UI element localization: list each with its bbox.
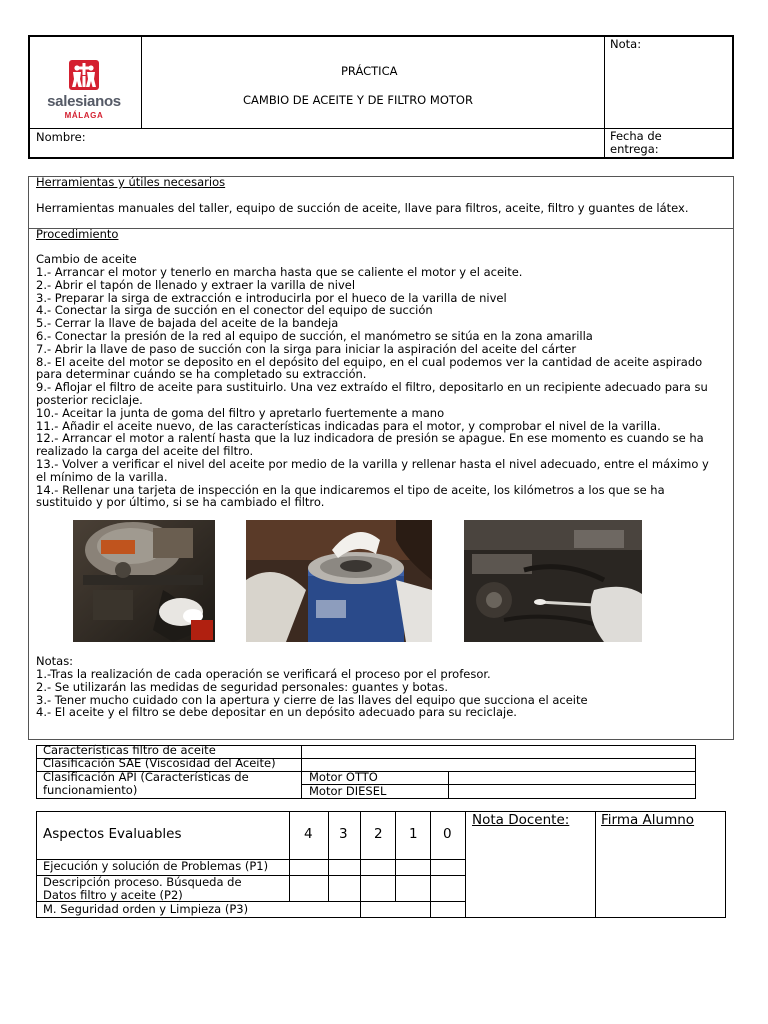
procedure-step: 7.- Abrir la llave de paso de succión con la sirga para iniciar la aspiración del aceite del cárter (36, 341, 577, 356)
nota-label: Nota: (610, 37, 642, 51)
practice-label: PRÁCTICA (341, 64, 398, 78)
photo-oil-fill-cap (73, 520, 215, 642)
aspect-p2-line2: Datos filtro y aceite (P2) (43, 887, 183, 902)
notes-list (36, 668, 726, 719)
page-title: CAMBIO DE ACEITE Y DE FILTRO MOTOR (243, 93, 473, 107)
firma-alumno-label: Firma Alumno (601, 812, 695, 828)
notes-heading: Notas: (36, 654, 74, 668)
char-sae-label: Clasificación SAE (Viscosidad del Aceite) (43, 756, 276, 770)
tools-heading: Herramientas y útiles necesarios (36, 175, 226, 189)
tools-text: Herramientas manuales del taller, equipo de succión de aceite, llave para filtros, aceite, filtro y guantes de látex. (36, 201, 689, 215)
procedure-step: 8.- El aceite del motor se deposito en el depósito del equipo, en el cual podemos ver la cantidad de aceite aspirado (36, 354, 703, 369)
procedure-step: sustituido y por último, si se ha cambiado el filtro. (36, 495, 325, 510)
motor-diesel-label: Motor DIESEL (309, 784, 387, 798)
table-col-line (328, 812, 329, 902)
salesianos-emblem-icon (68, 59, 100, 91)
char-api-line2: funcionamiento) (43, 782, 138, 797)
motor-otto-label: Motor OTTO (309, 770, 378, 784)
header-table (28, 35, 734, 159)
section-divider (29, 228, 733, 229)
procedure-step: el mínimo de la varilla. (36, 469, 168, 484)
table-col-line (595, 812, 596, 917)
table-col-line (301, 746, 302, 798)
procedure-step: 13.- Volver a verificar el nivel del aceite por medio de la varilla y rellenar hasta el nivel adecuado, entre el máximo y (36, 456, 709, 471)
score-header-4: 4 (304, 826, 313, 842)
procedure-step: 9.- Aflojar el filtro de aceite para sustituirlo. Una vez extraído el filtro, depositarlo en un recipiente adecuado para su (36, 380, 708, 395)
procedure-step: 11.- Añadir el aceite nuevo, de las características indicadas para el motor, y comprobar el nivel de la varilla. (36, 418, 661, 433)
salesianos-logo (38, 59, 130, 119)
procedure-step: 1.- Arrancar el motor y tenerlo en marcha hasta que se caliente el motor y el aceite. (36, 265, 523, 279)
char-api-label (43, 771, 249, 797)
delivery-date-label (610, 130, 662, 156)
procedure-steps (36, 266, 726, 509)
procedure-step: 2.- Abrir el tapón de llenado y extraer la varilla de nivel (36, 277, 356, 292)
nota-docente-label: Nota Docente: (472, 812, 570, 828)
procedure-step: posterior reciclaje. (36, 392, 143, 407)
procedure-step: 4.- Conectar la sirga de succión en el conector del equipo de succión (36, 303, 433, 318)
delivery-date-line1: Fecha de (610, 129, 662, 143)
header-divider (604, 37, 605, 157)
logo-wordmark: salesianos (47, 93, 121, 110)
aspects-label: Aspectos Evaluables (43, 826, 182, 842)
procedure-step: realizado la carga del aceite del filtro. (36, 444, 254, 459)
note-item: 2.- Se utilizarán las medidas de seguridad personales: guantes y botas. (36, 679, 448, 694)
procedure-subheading: Cambio de aceite (36, 252, 137, 266)
procedure-step: 12.- Arrancar el motor a ralentí hasta que la luz indicadora de presión se apague. En ese momento es cuando se ha (36, 431, 704, 446)
procedure-step: 3.- Preparar la sirga de extracción e introducirla por el hueco de la varilla de nivel (36, 290, 507, 305)
aspect-p1: Ejecución y solución de Problemas (P1) (43, 859, 269, 873)
delivery-date-line2: entrega: (610, 141, 659, 156)
aspect-p3: M. Seguridad orden y Limpieza (P3) (43, 902, 249, 916)
table-col-line (465, 812, 466, 917)
logo-city: MÁLAGA (64, 111, 104, 120)
note-item: 1.-Tras la realización de cada operación se verificará el proceso por el profesor. (36, 667, 491, 681)
score-header-2: 2 (374, 826, 383, 842)
char-filter-label: Características filtro de aceite (43, 743, 216, 757)
procedure-step: 10.- Aceitar la junta de goma del filtro y apretarlo fuertemente a mano (36, 405, 445, 420)
photo-oil-filter (246, 520, 432, 642)
aspect-p2 (43, 876, 242, 902)
procedure-heading: Procedimiento (36, 227, 119, 241)
procedure-step: 14.- Rellenar una tarjeta de inspección en la que indicaremos el tipo de aceite, los kilómetros a los que se ha (36, 482, 665, 497)
procedure-step: para determinar cuándo se ha completado su extracción. (36, 367, 367, 382)
char-api-line1: Clasificación API (Características de (43, 770, 249, 784)
score-header-1: 1 (409, 826, 418, 842)
note-item: 3.- Tener mucho cuidado con la apertura y cierre de las llaves del equipo que succiona el aceite (36, 692, 588, 707)
score-header-3: 3 (339, 826, 348, 842)
procedure-step: 5.- Cerrar la llave de bajada del aceite de la bandeja (36, 316, 339, 331)
note-item: 4.- El aceite y el filtro se debe depositar en un depósito adecuado para su reciclaje. (36, 705, 517, 720)
table-col-line (289, 812, 290, 902)
name-label: Nombre: (36, 130, 86, 144)
photo-dipstick (464, 520, 642, 642)
header-divider (141, 37, 142, 128)
aspect-p2-line1: Descripción proceso. Búsqueda de (43, 875, 242, 889)
score-header-0: 0 (443, 826, 452, 842)
table-col-line (395, 812, 396, 902)
procedure-step: 6.- Conectar la presión de la red al equipo de succión, el manómetro se sitúa en la zona amarilla (36, 328, 593, 343)
